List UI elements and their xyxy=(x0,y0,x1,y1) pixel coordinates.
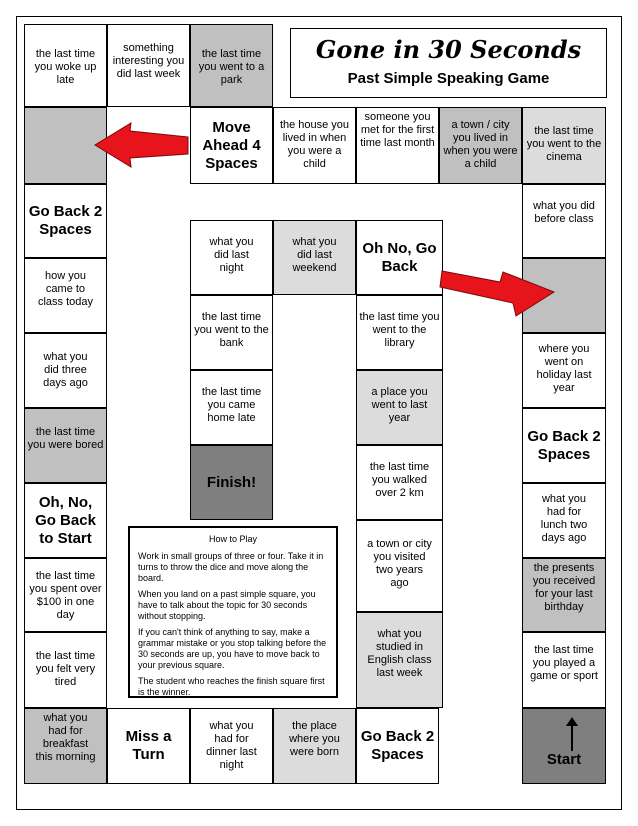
square-label: the last time you came home late xyxy=(201,386,262,424)
square-label: a place you went to last year xyxy=(371,386,428,424)
square-english-class[interactable] xyxy=(356,612,443,708)
square-label: the last time you went to the library xyxy=(359,311,440,349)
square-felt-tired[interactable] xyxy=(24,632,107,708)
square-label: Go Back 2 Spaces xyxy=(527,427,601,463)
square-born[interactable] xyxy=(273,708,356,784)
square-label: the last time you walked over 2 km xyxy=(369,461,430,499)
square-place-last-year[interactable] xyxy=(356,370,443,445)
square-town-two-years[interactable] xyxy=(356,520,443,612)
square-label: a town / city you lived in when you were a child xyxy=(443,119,518,170)
square-label: what you had for dinner last night xyxy=(206,720,257,771)
square-label: what you did three days ago xyxy=(43,351,88,389)
square-label: the last time you felt very tired xyxy=(35,650,96,688)
square-last-weekend[interactable] xyxy=(273,220,356,295)
square-start[interactable] xyxy=(522,708,606,784)
square-label: Miss a Turn xyxy=(125,728,172,763)
square-came-to-class[interactable] xyxy=(24,258,107,333)
square-label: Go Back 2 Spaces xyxy=(360,728,435,763)
square-label: Oh No, Go Back xyxy=(362,239,437,275)
how-to-play-heading: How to Play xyxy=(208,534,258,544)
square-oh-no-go-back[interactable] xyxy=(356,220,443,295)
square-label: where you went on holiday last year xyxy=(536,343,592,394)
square-label: what you did before class xyxy=(533,200,595,225)
square-house-child[interactable] xyxy=(273,107,356,184)
square-label: what you had for lunch two days ago xyxy=(540,493,588,544)
square-blank-arrow-target[interactable] xyxy=(24,107,107,184)
up-arrow-icon xyxy=(565,717,579,751)
square-label: the last time you went to the cinema xyxy=(526,125,602,163)
rule-2: When you land on a past simple square, you have to talk about the topic for 30 seconds without stopping. xyxy=(138,589,316,621)
square-label: the last time you were bored xyxy=(27,426,104,451)
square-label: what you had for breakfast this morning xyxy=(35,712,96,763)
square-bank[interactable] xyxy=(190,295,273,370)
square-before-class[interactable] xyxy=(522,184,606,258)
rule-1: Work in small groups of three or four. Take it in turns to throw the dice and move along the board. xyxy=(138,551,324,583)
square-label: what you studied in English class last week xyxy=(367,628,432,679)
how-to-play-box xyxy=(128,526,338,698)
square-woke-up-late[interactable] xyxy=(24,24,107,107)
square-label: the presents you received for your last birthday xyxy=(532,562,596,613)
square-label: what you did last night xyxy=(209,236,254,274)
rule-4: The student who reaches the finish square first is the winner. xyxy=(138,676,325,697)
square-miss-a-turn[interactable] xyxy=(107,708,190,784)
square-library[interactable] xyxy=(356,295,443,370)
square-label: the last time you spent over $100 in one day xyxy=(29,570,102,621)
square-move-ahead[interactable] xyxy=(190,107,273,184)
square-went-to-park[interactable] xyxy=(190,24,273,107)
square-label: the house you lived in when you were a child xyxy=(279,119,350,170)
rule-3: If you can't think of anything to say, make a grammar mistake or you stop talking before the 30 seconds are up, you have to move back to your previous square. xyxy=(138,627,327,670)
square-label: what you did last weekend xyxy=(292,236,337,274)
square-label: the last time you played a game or sport xyxy=(530,644,598,682)
game-title: Gone in 30 Seconds xyxy=(315,35,582,64)
square-home-late[interactable] xyxy=(190,370,273,445)
square-label: a town or city you visited two years ago xyxy=(367,538,432,589)
square-town-city-child[interactable] xyxy=(439,107,522,184)
square-label: Start xyxy=(546,751,582,768)
square-lunch[interactable] xyxy=(522,483,606,558)
square-breakfast[interactable] xyxy=(24,708,107,784)
square-spent-100[interactable] xyxy=(24,558,107,632)
square-label: Go Back 2 Spaces xyxy=(28,203,103,238)
square-label: the last time you woke up late xyxy=(34,48,97,86)
square-label: the place where you were born xyxy=(289,720,340,758)
title-box xyxy=(290,28,607,98)
square-finish[interactable] xyxy=(190,445,273,520)
square-label: someone you met for the first time last month xyxy=(360,111,435,149)
square-go-back-2-bottom[interactable] xyxy=(356,708,439,784)
square-dinner[interactable] xyxy=(190,708,273,784)
square-blank-arrow-target-right[interactable] xyxy=(522,258,606,333)
square-label: the last time you went to a park xyxy=(198,48,265,86)
square-something-interesting[interactable] xyxy=(107,24,190,107)
square-game-sport[interactable] xyxy=(522,632,606,708)
square-label: Oh, No, Go Back to Start xyxy=(35,493,96,547)
square-walked-2km[interactable] xyxy=(356,445,443,520)
square-label: how you came to class today xyxy=(37,270,94,308)
square-label: Finish! xyxy=(206,473,257,491)
square-go-back-2-right[interactable] xyxy=(522,408,606,483)
square-go-back-to-start[interactable] xyxy=(24,483,107,558)
square-three-days-ago[interactable] xyxy=(24,333,107,408)
square-went-cinema[interactable] xyxy=(522,107,606,184)
game-subtitle: Past Simple Speaking Game xyxy=(347,70,550,87)
square-someone-met[interactable] xyxy=(356,107,439,184)
square-label: something interesting you did last week xyxy=(112,42,185,80)
square-presents[interactable] xyxy=(522,558,606,632)
square-go-back-2-left[interactable] xyxy=(24,184,107,258)
square-label: Move Ahead 4 Spaces xyxy=(202,118,261,172)
square-bored[interactable] xyxy=(24,408,107,483)
square-holiday[interactable] xyxy=(522,333,606,408)
square-label: the last time you went to the bank xyxy=(194,311,269,349)
square-last-night[interactable] xyxy=(190,220,273,295)
